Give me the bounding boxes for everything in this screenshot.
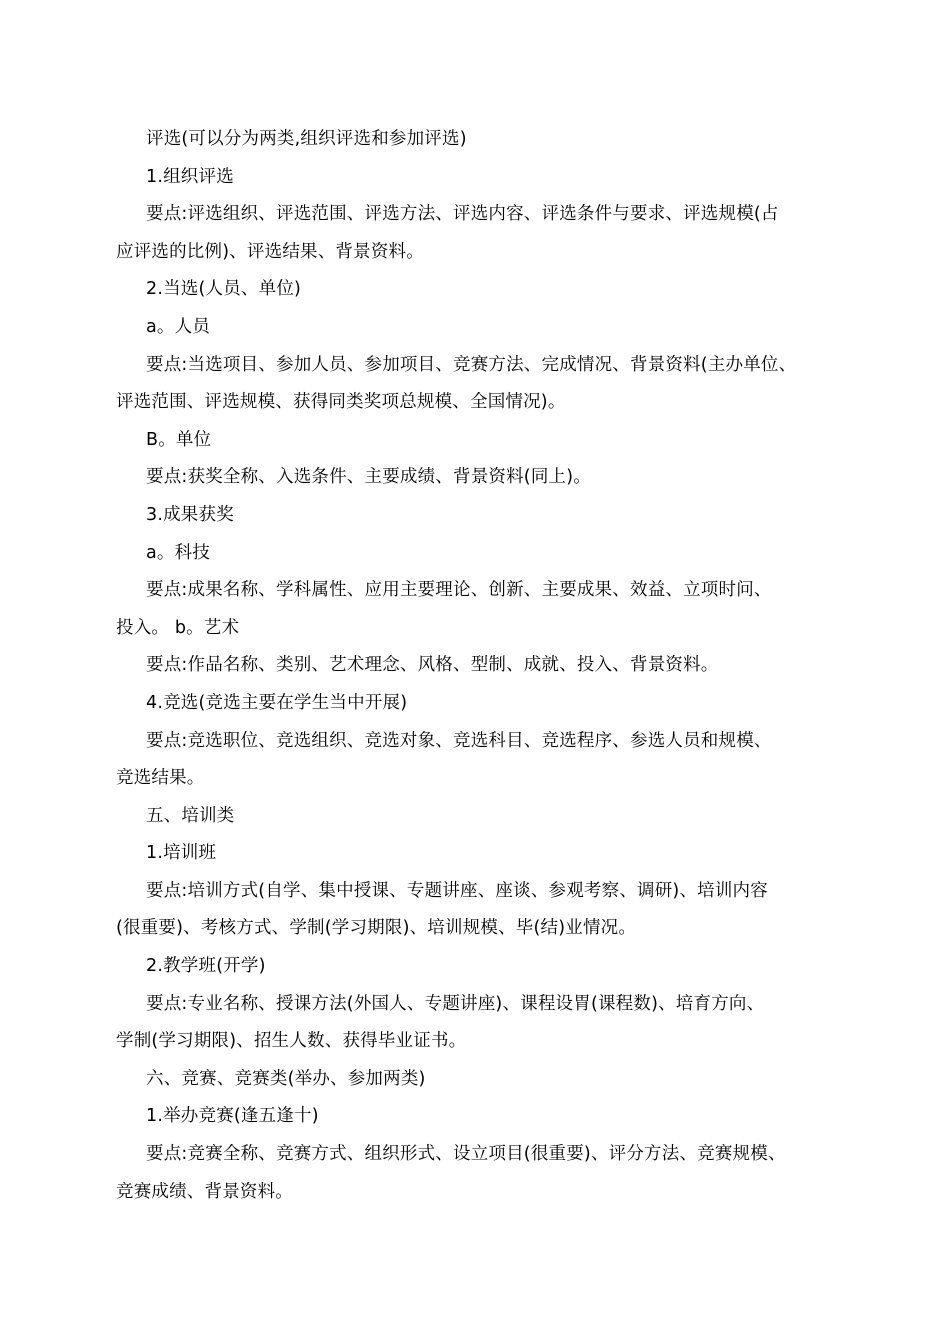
text-line: 要点:专业名称、授课方法(外国人、专题讲座)、课程设胃(课程数)、培育方向、 <box>146 993 765 1014</box>
text-line: 评选范围、评选规模、获得同类奖项总规模、全国情况)。 <box>116 392 566 413</box>
subsection-heading: B。单位 <box>146 429 212 450</box>
text-line: 投入。 b。艺术 <box>116 617 240 638</box>
text-line: 要点:作品名称、类别、艺术理念、风格、型制、成就、投入、背景资料。 <box>146 655 719 676</box>
text-line: 要点:竞选职位、竞选组织、竞选对象、竞选科目、竞选程序、参选人员和规模、 <box>146 730 772 751</box>
section-heading: 2.教学班(开学) <box>146 956 266 977</box>
subsection-heading: a。科技 <box>146 542 211 563</box>
text-line: 竞选结果。 <box>116 768 205 789</box>
text-line: 应评选的比例)、评选结果、背景资料。 <box>116 241 424 262</box>
section-heading: 1.举办竞赛(逢五逢十) <box>146 1106 319 1127</box>
text-line: 学制(学习期限)、招生人数、获得毕业证书。 <box>116 1031 467 1052</box>
text-line: 要点:当选项目、参加人员、参加项目、竞赛方法、完成情况、背景资料(主办单位、 <box>146 354 797 375</box>
text-line: 要点:评选组织、评选范围、评选方法、评选内容、评选条件与要求、评选规模(占 <box>146 204 779 225</box>
section-heading: 1.组织评选 <box>146 166 234 187</box>
chapter-heading: 六、竞赛、竞赛类(举办、参加两类) <box>146 1068 426 1089</box>
text-line: 要点:获奖全称、入选条件、主要成绩、背景资料(同上)。 <box>146 467 591 488</box>
subsection-heading: a。人员 <box>146 316 211 337</box>
section-heading: 3.成果获奖 <box>146 504 234 525</box>
text-line: 要点:成果名称、学科属性、应用主要理论、创新、主要成果、效益、立项时问、 <box>146 580 772 601</box>
document-body <box>116 121 850 1211</box>
text-line: 竞赛成绩、背景资料。 <box>116 1181 293 1202</box>
section-heading: 1.培训班 <box>146 843 217 864</box>
text-line: 评选(可以分为两类,组织评选和参加评选) <box>146 129 467 149</box>
text-line: 要点:培训方式(自学、集中授课、专题讲座、座谈、参观考察、调研)、培训内容 <box>146 880 768 901</box>
text-line: (很重要)、考核方式、学制(学习期限)、培训规模、毕(结)业情况。 <box>116 918 637 939</box>
text-line: 要点:竞赛全称、竞赛方式、组织形式、设立项目(很重要)、评分方法、竞赛规模、 <box>146 1144 786 1165</box>
section-heading: 4.竞选(竞选主要在学生当中开展) <box>146 692 408 713</box>
section-heading: 2.当选(人员、单位) <box>146 279 302 300</box>
chapter-heading: 五、培训类 <box>146 805 235 826</box>
